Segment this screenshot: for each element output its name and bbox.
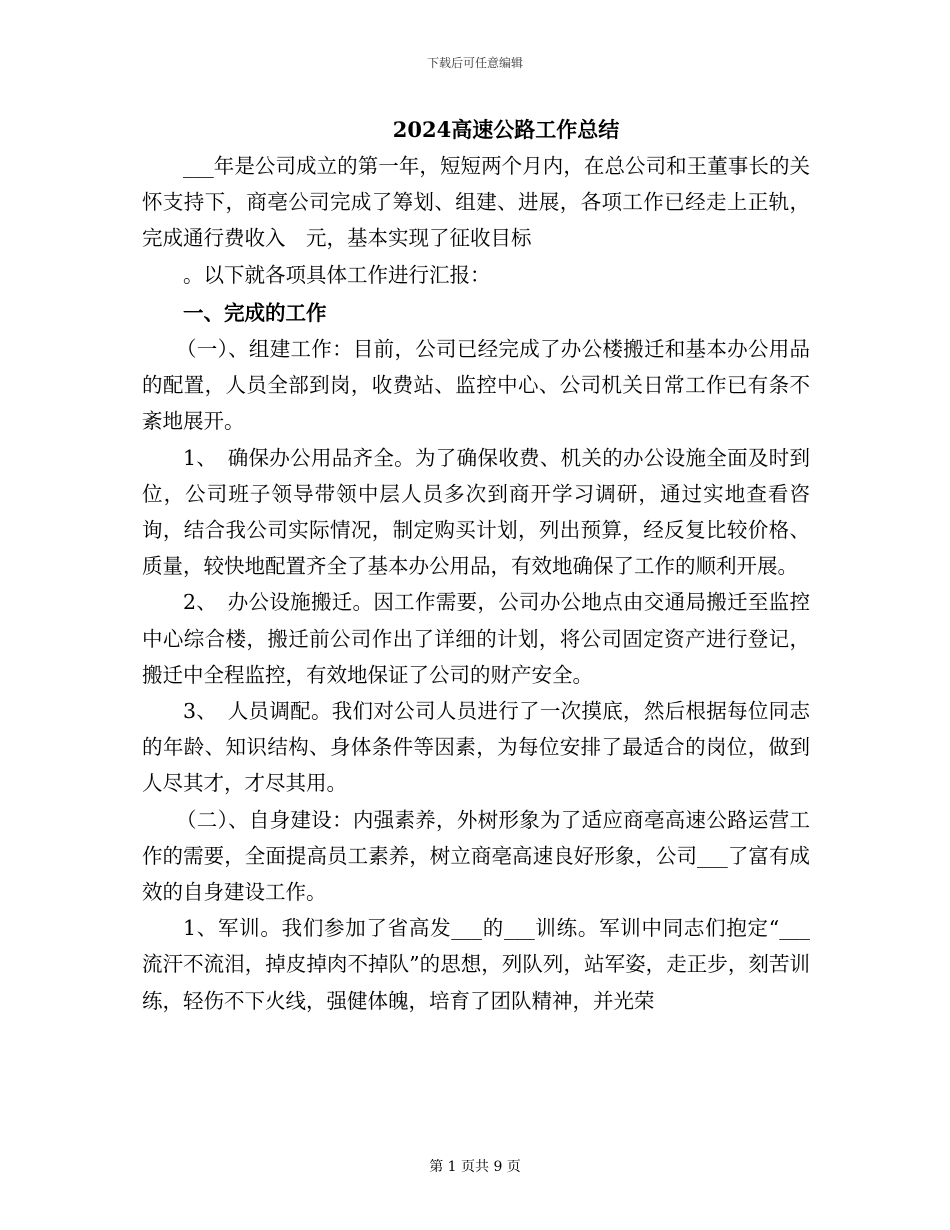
paragraph-item-2: 2、 办公设施搬迁。因工作需要，公司办公地点由交通局搬迁至监控中心综合楼，搬迁前公司作出了详细的计划，将公司固定资产进行登记，搬迁中全程监控，有效地保证了公司的财产安全。 <box>142 590 810 687</box>
paragraph-section-1: （一）、组建工作：目前，公司已经完成了办公楼搬迁和基本办公用品的配置，人员全部到岗，收费站、监控中心、公司机关日常工作已有条不紊地展开。 <box>142 337 810 434</box>
section-heading: 一、完成的工作 <box>183 300 327 325</box>
paragraph-intro: ___年是公司成立的第一年，短短两个月内，在总公司和王董事长的关怀支持下，商亳公司完成了筹划、组建、进展，各项工作已经走上正轨，完成通行费收入 元，基本实现了征收目标 <box>142 154 810 251</box>
paragraph-intro-cont: 。以下就各项具体工作进行汇报： <box>183 262 491 287</box>
paragraph-item-military: 1、军训。我们参加了省高发___的___训练。军训中同志们抱定“___流汗不流泪，掉皮掉肉不掉队”的思想，列队列，站军姿，走正步，刻苦训练，轻伤不下火线，强健体魄，培育了团队精神，并光荣 <box>142 916 810 1013</box>
paragraph-item-3: 3、 人员调配。我们对公司人员进行了一次摸底，然后根据每位同志的年龄、知识结构、身体条件等因素，为每位安排了最适合的岗位，做到人尽其才，才尽其用。 <box>142 699 810 796</box>
paragraph-section-2: （二）、自身建设：内强素养，外树形象为了适应商亳高速公路运营工作的需要，全面提高员工素养，树立商亳高速良好形象，公司___了富有成效的自身建设工作。 <box>142 807 810 905</box>
paragraph-item-1: 1、 确保办公用品齐全。为了确保收费、机关的办公设施全面及时到位，公司班子领导带领中层人员多次到商开学习调研，通过实地查看咨询，结合我公司实际情况，制定购买计划，列出预算，经反复比较价格、质量，较快地配置齐全了基本办公用品，有效地确保了工作的顺利开展。 <box>142 445 810 579</box>
page-footer: 第 1 页共 9 页 <box>429 1159 521 1175</box>
document-title: 2024高速公路工作总结 <box>392 117 620 142</box>
page-header: 下载后可任意编辑 <box>426 56 523 70</box>
document-body <box>142 112 810 1019</box>
